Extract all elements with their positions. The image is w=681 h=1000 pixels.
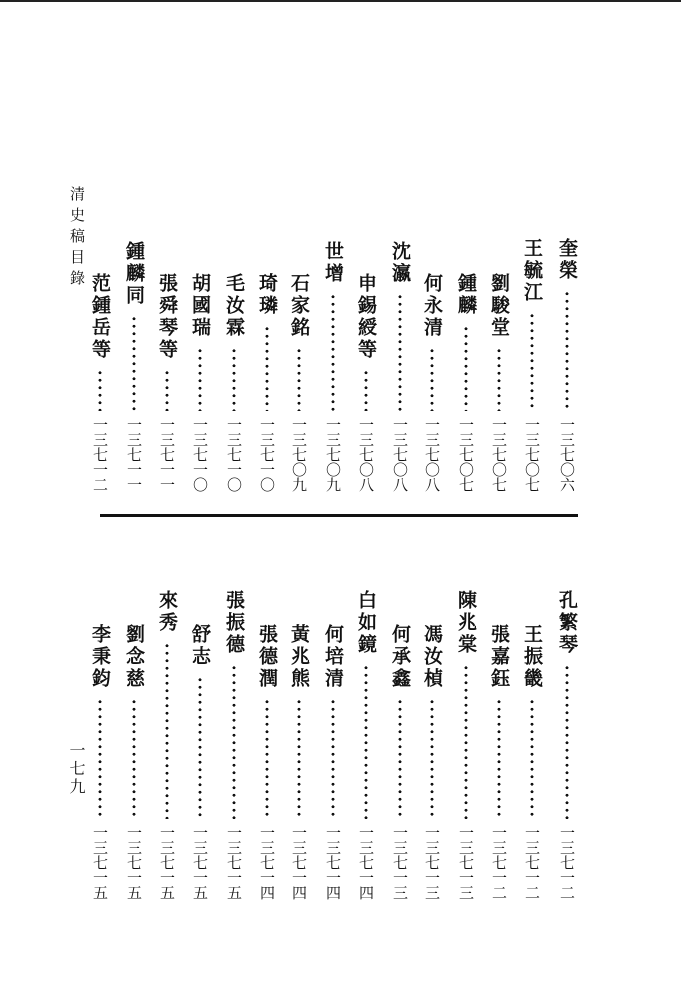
toc-entry [88, 624, 112, 900]
toc-entry [222, 273, 246, 492]
top-border-rule [0, 0, 681, 2]
toc-entry [255, 624, 279, 900]
toc-entry [354, 590, 378, 900]
entry-name: 世增 [322, 241, 344, 285]
entry-name: 來秀 [156, 590, 178, 634]
entry-page-number: 一三七一一 [158, 417, 176, 492]
dot-leader [165, 369, 169, 411]
toc-entry [287, 273, 311, 492]
toc-entry [555, 590, 579, 900]
dot-leader [430, 698, 434, 819]
dot-leader [364, 664, 368, 819]
entry-name: 申錫綬等 [355, 273, 377, 361]
entry-page-number: 一三七一一 [125, 417, 143, 492]
entry-page-number: 一三七一三 [423, 825, 441, 900]
toc-entry [420, 624, 444, 900]
entry-page-number: 一三七〇八 [357, 417, 375, 492]
entry-page-number: 一三七一三 [457, 825, 475, 900]
toc-entry [222, 590, 246, 900]
toc-entry [155, 273, 179, 492]
entry-page-number: 一三七一〇 [225, 417, 243, 492]
entry-page-number: 一三七一二 [523, 825, 541, 900]
section-divider-rule [100, 514, 578, 517]
entry-page-number: 一三七一二 [558, 825, 576, 900]
entry-page-number: 一三七一〇 [258, 417, 276, 492]
toc-entry [188, 273, 212, 492]
entry-name: 奎榮 [556, 238, 578, 282]
dot-leader [198, 676, 202, 819]
toc-entry [520, 624, 544, 900]
dot-leader [530, 312, 534, 411]
toc-entry [321, 624, 345, 900]
dot-leader [132, 315, 136, 411]
dot-leader [232, 664, 236, 819]
toc-entry [388, 241, 412, 492]
entry-name: 張舜琴等 [156, 273, 178, 361]
dot-leader [297, 347, 301, 411]
toc-entry [487, 273, 511, 492]
toc-entry [255, 273, 279, 492]
entry-page-number: 一三七一五 [125, 825, 143, 900]
entry-name: 黃兆熊 [288, 624, 310, 690]
entry-page-number: 一三七一三 [391, 825, 409, 900]
toc-entry [155, 590, 179, 900]
toc-entry [122, 624, 146, 900]
toc-entry [122, 241, 146, 492]
entry-name: 毛汝霖 [223, 273, 245, 339]
entry-name: 馮汝楨 [421, 624, 443, 690]
dot-leader [98, 698, 102, 819]
entry-name: 范鍾岳等 [89, 273, 111, 361]
entry-name: 張嘉鈺 [488, 624, 510, 690]
dot-leader [464, 664, 468, 819]
dot-leader [364, 369, 368, 411]
dot-leader [430, 347, 434, 411]
entry-name: 鍾麟 [455, 273, 477, 317]
toc-entry [555, 238, 579, 492]
entry-name: 陳兆棠 [455, 590, 477, 656]
dot-leader [132, 698, 136, 819]
entry-page-number: 一三七一四 [324, 825, 342, 900]
entry-page-number: 一三七〇八 [423, 417, 441, 492]
toc-entry [487, 624, 511, 900]
toc-entry [321, 241, 345, 492]
entry-page-number: 一三七一〇 [191, 417, 209, 492]
entry-name: 何承鑫 [389, 624, 411, 690]
entry-page-number: 一三七一五 [158, 825, 176, 900]
entry-name: 劉駿堂 [488, 273, 510, 339]
entry-name: 王振畿 [521, 624, 543, 690]
entry-name: 沈瀛 [389, 241, 411, 285]
entry-name: 琦璘 [256, 273, 278, 317]
dot-leader [530, 698, 534, 819]
toc-entry [388, 624, 412, 900]
running-header: 清史稿目錄 [68, 186, 86, 291]
dot-leader [265, 698, 269, 819]
entry-name: 孔繁琴 [556, 590, 578, 656]
entry-page-number: 一三七一五 [91, 825, 109, 900]
dot-leader [98, 369, 102, 411]
dot-leader [331, 293, 335, 411]
toc-entry [454, 273, 478, 492]
entry-name: 舒志 [189, 624, 211, 668]
entry-name: 胡國瑞 [189, 273, 211, 339]
entry-name: 張振德 [223, 590, 245, 656]
dot-leader [497, 698, 501, 819]
dot-leader [398, 293, 402, 411]
entry-page-number: 一三七〇九 [324, 417, 342, 492]
dot-leader [297, 698, 301, 819]
dot-leader [565, 664, 569, 819]
toc-entry [88, 273, 112, 492]
entry-page-number: 一三七一五 [191, 825, 209, 900]
entry-page-number: 一三七〇七 [523, 417, 541, 492]
entry-name: 何永清 [421, 273, 443, 339]
entry-page-number: 一三七一五 [225, 825, 243, 900]
dot-leader [198, 347, 202, 411]
entry-name: 石家銘 [288, 273, 310, 339]
toc-entry [454, 590, 478, 900]
entry-page-number: 一三七〇八 [391, 417, 409, 492]
entry-name: 劉念慈 [123, 624, 145, 690]
entry-page-number: 一三七〇九 [290, 417, 308, 492]
entry-name: 張德潤 [256, 624, 278, 690]
toc-entry [188, 624, 212, 900]
entry-page-number: 一三七〇七 [490, 417, 508, 492]
entry-name: 鍾麟同 [123, 241, 145, 307]
dot-leader [398, 698, 402, 819]
dot-leader [497, 347, 501, 411]
toc-entry [420, 273, 444, 492]
entry-name: 白如鏡 [355, 590, 377, 656]
entry-page-number: 一三七一四 [258, 825, 276, 900]
entry-page-number: 一三七〇七 [457, 417, 475, 492]
toc-entry [520, 238, 544, 492]
dot-leader [165, 642, 169, 819]
dot-leader [232, 347, 236, 411]
entry-page-number: 一三七一二 [490, 825, 508, 900]
entry-page-number: 一三七一四 [357, 825, 375, 900]
entry-page-number: 一三七〇六 [558, 417, 576, 492]
dot-leader [331, 698, 335, 819]
dot-leader [265, 325, 269, 411]
toc-entry [287, 624, 311, 900]
dot-leader [464, 325, 468, 411]
entry-page-number: 一三七一四 [290, 825, 308, 900]
toc-entry [354, 273, 378, 492]
entry-name: 王毓江 [521, 238, 543, 304]
dot-leader [565, 290, 569, 411]
entry-name: 何培清 [322, 624, 344, 690]
entry-name: 李秉鈞 [89, 624, 111, 690]
entry-page-number: 一三七一二 [91, 417, 109, 492]
page-number: 一七九 [67, 742, 86, 796]
